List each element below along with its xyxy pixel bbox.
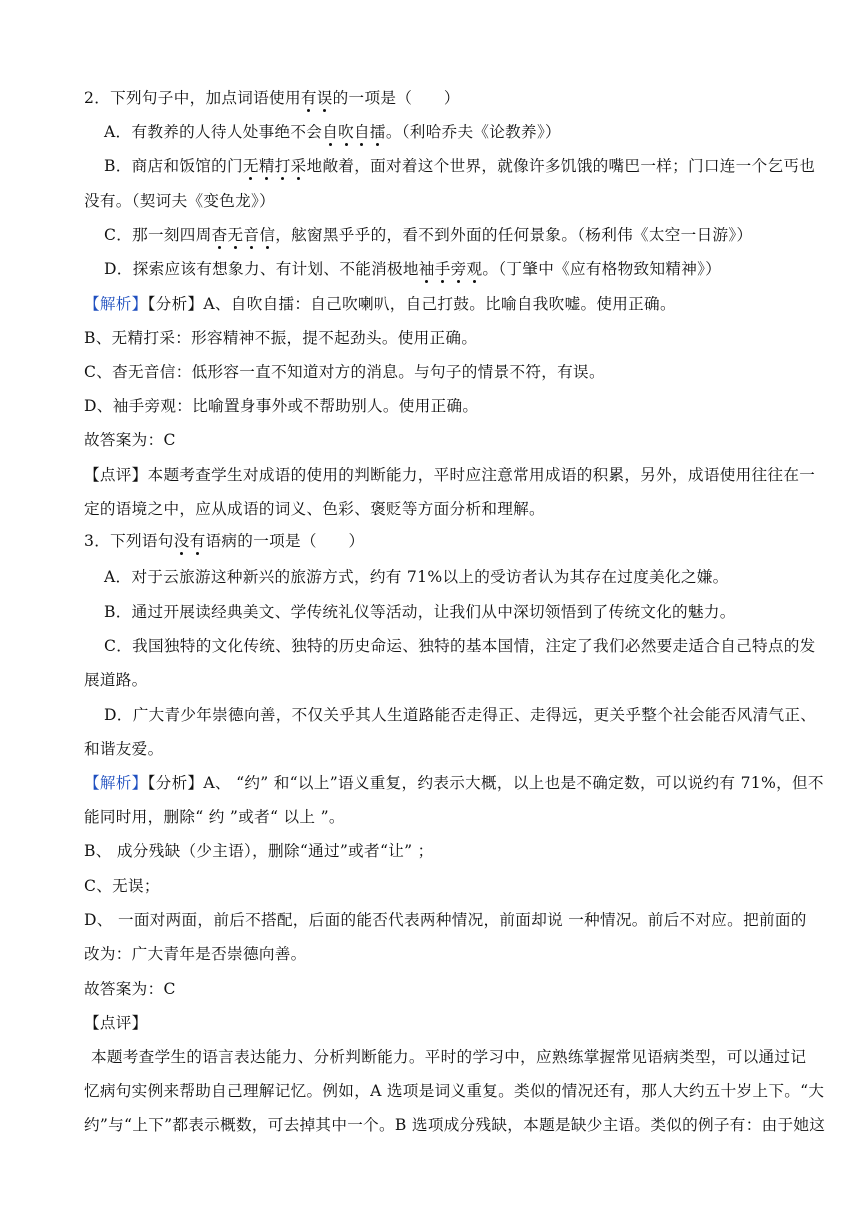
emphasis-dot-char: 自: [354, 123, 370, 141]
emphasis-dot-char: 旁: [450, 260, 467, 278]
q2-analysis-line4: D、袖手旁观：比喻置身事外或不帮助别人。使用正确。: [84, 397, 479, 415]
emphasis-dot-char: 没: [173, 532, 190, 550]
emphasis-dot-char: 手: [434, 260, 451, 278]
dotted-word: [243, 157, 307, 175]
question-2-stem: [84, 88, 460, 108]
emphasis-dot-char: 有: [300, 89, 317, 107]
q2-option-d: [104, 259, 721, 279]
emphasis-dot-char: 无: [227, 226, 244, 244]
emphasis-dot-char: 杳: [211, 226, 228, 244]
option-text: 。（丁肇中《应有格物致知精神》）: [482, 260, 722, 278]
q3-option-b: B．通过开展读经典美文、学传统礼仪等活动，让我们从中深切领悟到了传统文化的魅力。: [104, 603, 736, 621]
emphasis-dot-char: 无: [242, 157, 259, 175]
analysis-tag: 【解析】: [84, 295, 148, 313]
emphasis-dot-char: 袖: [418, 260, 435, 278]
q2-analysis-line2: B、无精打采：形容精神不振，提不起劲头。使用正确。: [84, 329, 478, 347]
q3-comment-title: 【点评】: [84, 1014, 148, 1032]
analysis-text: 【分析】A、 “约” 和“以上”语义重复，约表示大概，以上也是不确定数，可以说约有 71%，但不: [147, 774, 824, 792]
emphasis-dot-char: 误: [316, 89, 333, 107]
q2-comment-line1: 【点评】本题考查学生对成语的使用的判断能力，平时应注意常用成语的积累，另外，成语使用往往在一: [84, 466, 816, 484]
option-text: C．那一刻四周: [104, 226, 212, 244]
q2-comment-line2: 定的语境之中，应从成语的词义、色彩、褒贬等方面分析和理解。: [84, 500, 545, 518]
dotted-word: [212, 226, 276, 244]
q3-option-c-line2: 展道路。: [84, 671, 148, 689]
emphasis-dot-char: 精: [258, 157, 275, 175]
q2-analysis-line3: C、杳无音信：低形容一直不知道对方的消息。与句子的情景不符，有误。: [84, 363, 605, 381]
dotted-word: [301, 89, 333, 107]
emphasis-dot-char: 擂: [369, 123, 386, 141]
emphasis-dot-char: 打: [274, 157, 291, 175]
q3-analysis-line2: 能同时用，删除“ 约 ”或者“ 以上 ”。: [84, 808, 345, 826]
emphasis-dot-char: 观: [466, 260, 483, 278]
stem-text: 的一项是（ ）: [332, 89, 460, 107]
option-text: B．商店和饭馆的门: [104, 157, 243, 175]
q3-option-d-line1: D．广大青少年崇德向善，不仅关乎其人生道路能否走得正、走得远，更关乎整个社会能否风清气正、: [104, 706, 817, 724]
dotted-word: [419, 260, 483, 278]
q3-analysis-line3: B、 成分残缺（少主语），删除“通过”或者“让” ；: [84, 842, 434, 860]
question-3-stem: [84, 531, 364, 551]
emphasis-dot-char: 采: [290, 157, 307, 175]
q2-option-c: [104, 225, 752, 245]
q3-analysis-line6: 改为：广大青年是否崇德向善。: [84, 945, 307, 963]
q3-comment-line2: 忆病句实例来帮助自己理解记忆。例如，A 选项是词义重复。类似的情况还有，那人大约五十岁上下。“大: [84, 1082, 825, 1100]
q2-option-a: [104, 122, 561, 142]
option-text: A．有教养的人待人处事绝不会: [104, 123, 323, 141]
q3-analysis-line4: C、无误；: [84, 877, 160, 895]
q3-answer: 故答案为：C: [84, 980, 176, 998]
analysis-text: 【分析】A、自吹自擂：自己吹喇叭，自己打鼓。比喻自我吹嘘。使用正确。: [147, 295, 676, 313]
stem-text: 语病的一项是（ ）: [205, 532, 365, 550]
option-text: D．探索应该有想象力、有计划、不能消极地: [104, 260, 419, 278]
stem-text: 3．下列语句: [84, 532, 174, 550]
emphasis-dot-char: 信: [259, 226, 276, 244]
emphasis-dot-char: 音: [243, 226, 260, 244]
q3-option-c-line1: C．我国独特的文化传统、独特的历史命运、独特的基本国情，注定了我们必然要走适合自己特点的发: [104, 637, 816, 655]
q3-option-d-line2: 和谐友爱。: [84, 740, 164, 758]
q3-option-a: A．对于云旅游这种新兴的旅游方式，约有 71%以上的受访者认为其存在过度美化之嫌。: [104, 568, 729, 586]
emphasis-dot-char: 吹: [338, 123, 354, 141]
q2-option-b-line2: 没有。（契诃夫《变色龙》）: [84, 192, 276, 210]
q2-analysis-line1: [84, 294, 676, 314]
stem-text: 2．下列句子中，加点词语使用: [84, 89, 301, 107]
option-text: ，舷窗黑乎乎的，看不到外面的任何景象。（杨利伟《太空一日游》）: [275, 226, 753, 244]
emphasis-dot-char: 有: [189, 532, 206, 550]
q3-analysis-line1: [84, 773, 824, 793]
option-text: 。（利哈乔夫《论教养》）: [385, 123, 561, 141]
dotted-word: [322, 123, 386, 141]
dotted-word: [174, 532, 206, 550]
q3-comment-line1: 本题考查学生的语言表达能力、分析判断能力。平时的学习中，应熟练掌握常见语病类型，可以通过记: [91, 1048, 807, 1066]
emphasis-dot-char: 自: [322, 123, 339, 141]
q2-answer: 故答案为：C: [84, 431, 176, 449]
option-text: 地敞着，面对着这个世界，就像许多饥饿的嘴巴一样；门口连一个乞丐也: [306, 157, 816, 175]
q3-analysis-line5: D、 一面对两面，前后不搭配，后面的能否代表两种情况，前面却说 一种情况。前后不对应。把前面的: [84, 911, 807, 929]
q2-option-b-line1: [104, 156, 815, 176]
q3-comment-line3: 约”与“上下”都表示概数，可去掉其中一个。B 选项成分残缺，本题是缺少主语。类似的例子有：由于她这: [84, 1116, 826, 1134]
analysis-tag: 【解析】: [84, 774, 148, 792]
